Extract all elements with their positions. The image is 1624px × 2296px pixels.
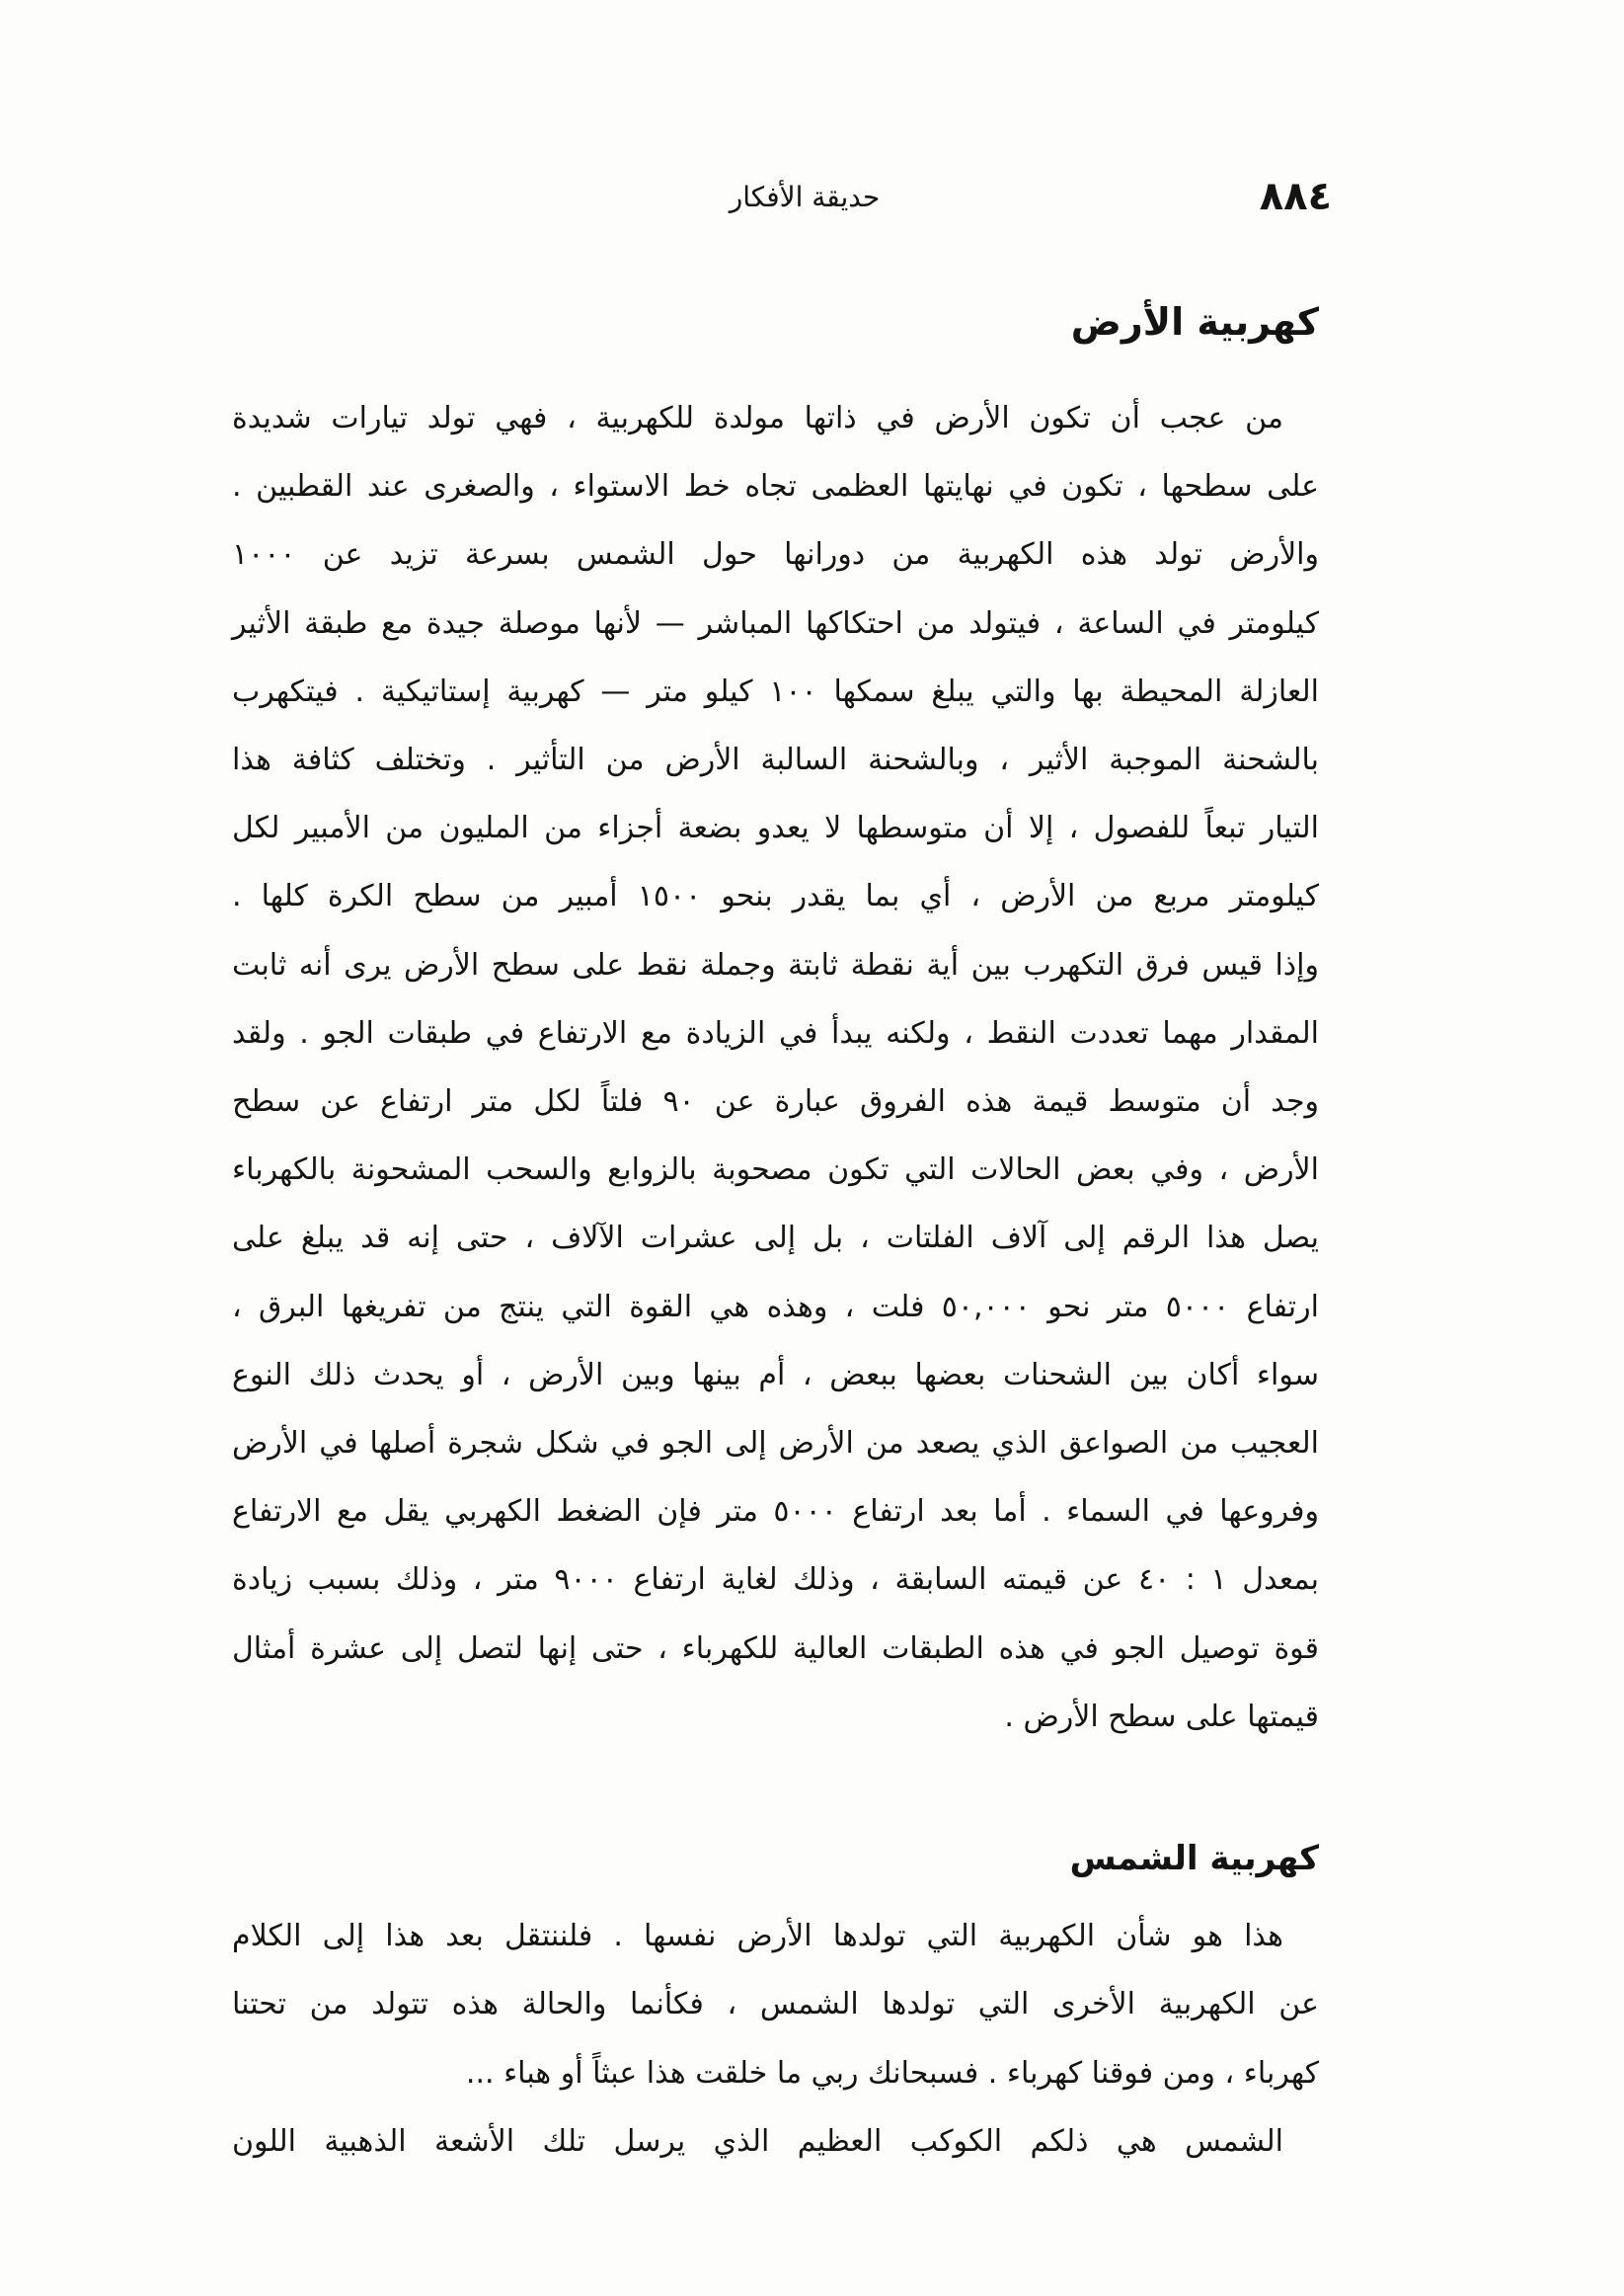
text-line: من عجب أن تكون الأرض في ذاتها مولدة للكهربية ، فهي تولد تيارات شديدة	[232, 401, 1283, 435]
text-line: وإذا قيس فرق التكهرب بين أية نقطة ثابتة وجملة نقط على سطح الأرض يرى أنه ثابت	[232, 947, 1319, 983]
text-line: التيار تبعاً للفصول ، إلا أن متوسطها لا يعدو بضعة أجزاء من المليون من الأمبير لكل	[232, 811, 1319, 846]
section-heading: كهربية الشمس	[1069, 1839, 1319, 1878]
text-line: قيمتها على سطح الأرض .	[1004, 1699, 1319, 1734]
text-line: الشمس هي ذلكم الكوكب العظيم الذي يرسل تلك الأشعة الذهبية اللون	[232, 2123, 1283, 2159]
section-heading: كهربية الأرض	[1070, 300, 1319, 344]
text-line: والأرض تولد هذه الكهربية من دورانها حول الشمس بسرعة تزيد عن ١٠٠٠	[232, 537, 1319, 573]
page-number: ٨٨٤	[1259, 174, 1332, 219]
text-line: على سطحها ، تكون في نهايتها العظمى تجاه خط الاستواء ، والصغرى عند القطبين .	[232, 469, 1319, 505]
text-line: هذا هو شأن الكهربية التي تولدها الأرض نفسها . فلننتقل بعد هذا إلى الكلام	[232, 1919, 1283, 1953]
text-line: كيلومتر في الساعة ، فيتولد من احتكاكها المباشر — لأنها موصلة جيدة مع طبقة الأثير	[232, 605, 1319, 641]
text-line: سواء أكان بين الشحنات بعضها ببعض ، أم بينها وبين الأرض ، أو يحدث ذلك النوع	[232, 1357, 1319, 1392]
text-line: قوة توصيل الجو في هذه الطبقات العالية للكهرباء ، حتى إنها لتصل إلى عشرة أمثال	[232, 1630, 1319, 1666]
text-line: بالشحنة الموجبة الأثير ، وبالشحنة السالبة الأرض من التأثير . وتختلف كثافة هذا	[232, 743, 1319, 777]
text-line: عن الكهربية الأخرى التي تولدها الشمس ، فكأنما والحالة هذه تتولد من تحتنا	[232, 1987, 1319, 2022]
text-line: وجد أن متوسط قيمة هذه الفروق عبارة عن ٩٠ فلتاً لكل متر ارتفاع عن سطح	[232, 1084, 1319, 1119]
text-line: المقدار مهما تعددت النقط ، ولكنه يبدأ في الزيادة مع الارتفاع في طبقات الجو . ولقد	[232, 1015, 1319, 1051]
text-line: بمعدل ١ : ٤٠ عن قيمته السابقة ، وذلك لغاية ارتفاع ٩٠٠٠ متر ، وذلك بسبب زيادة	[232, 1562, 1320, 1598]
text-line: العازلة المحيطة بها والتي يبلغ سمكها ١٠٠ كيلو متر — كهربية إستاتيكية . فيتكهرب	[232, 673, 1319, 709]
text-line: وفروعها في السماء . أما بعد ارتفاع ٥٠٠٠ متر فإن الضغط الكهربي يقل مع الارتفاع	[232, 1494, 1319, 1530]
text-line: كيلومتر مربع من الأرض ، أي بما يقدر بنحو ١٥٠٠ أمبير من سطح الكرة كلها .	[232, 879, 1319, 914]
text-line: الأرض ، وفي بعض الحالات التي تكون مصحوبة بالزوابع والسحب المشحونة بالكهرباء	[232, 1152, 1319, 1188]
text-line: يصل هذا الرقم إلى آلاف الفلتات ، بل إلى عشرات الآلاف ، حتى إنه قد يبلغ على	[232, 1221, 1319, 1256]
text-line: كهرباء ، ومن فوقنا كهرباء . فسبحانك ربي ما خلقت هذا عبثاً أو هباء ...	[465, 2055, 1319, 2091]
running-title: حديقة الأفكار	[729, 181, 881, 213]
text-line: العجيب من الصواعق الذي يصعد من الأرض إلى الجو في شكل شجرة أصلها في الأرض	[232, 1426, 1319, 1461]
text-line: ارتفاع ٥٠٠٠ متر نحو ٥٠,٠٠٠ فلت ، وهذه هي القوة التي ينتج من تفريغها البرق ،	[232, 1289, 1319, 1324]
